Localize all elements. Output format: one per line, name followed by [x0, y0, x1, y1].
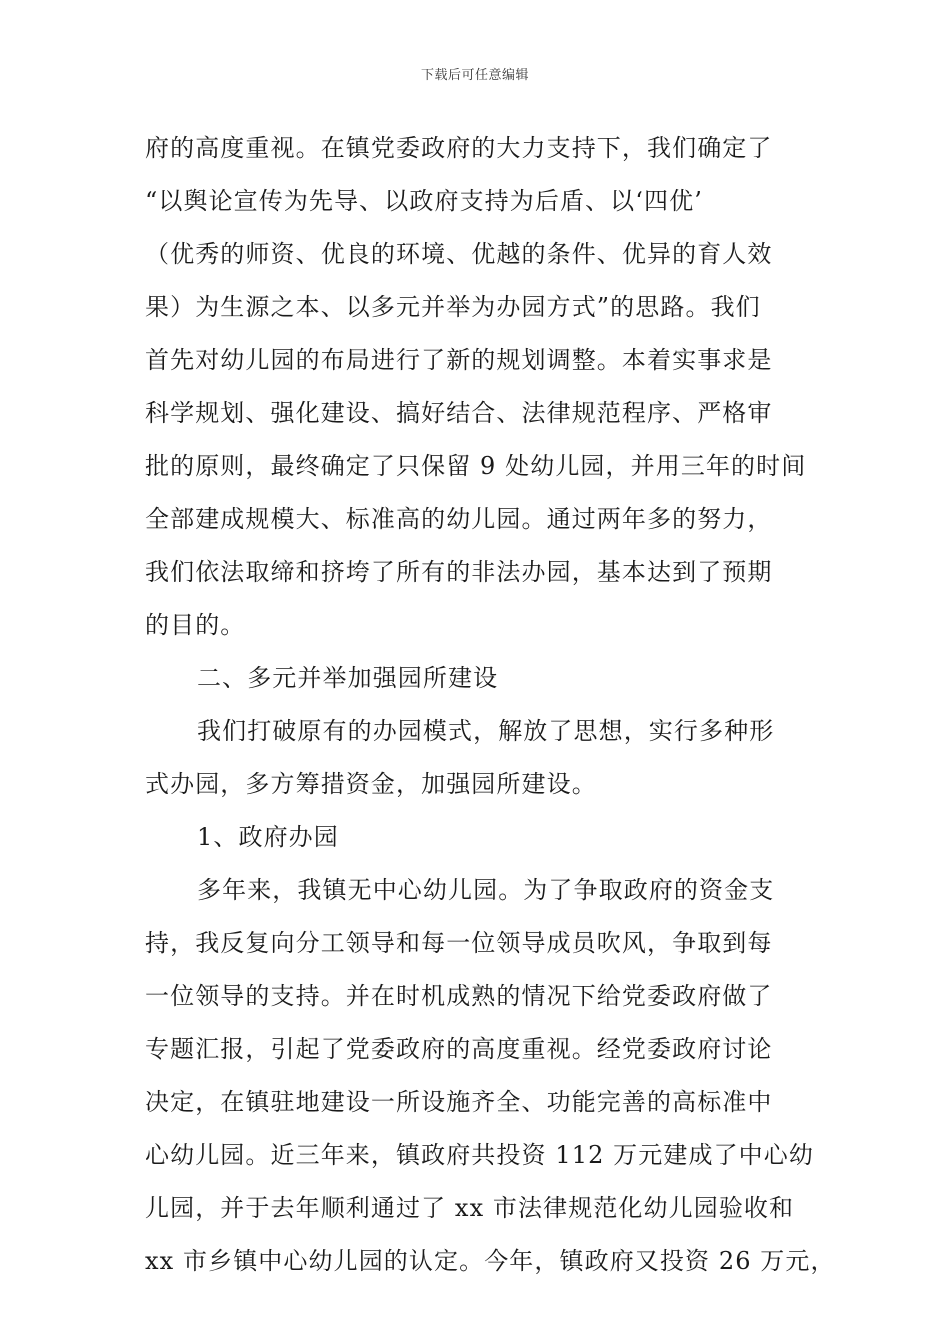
text-line: 式办园，多方筹措资金，加强园所建设。	[145, 770, 597, 798]
text-line: “以舆论宣传为先导、以政府支持为后盾、以‘四优’	[145, 187, 703, 215]
text-line: （优秀的师资、优良的环境、优越的条件、优异的育人效	[145, 240, 773, 268]
section-heading: 二、多元并举加强园所建设	[197, 664, 499, 692]
document-body	[145, 122, 836, 1288]
text-line: 持，我反复向分工领导和每一位领导成员吹风，争取到每	[145, 929, 773, 957]
text-line: 我们打破原有的办园模式，解放了思想，实行多种形	[197, 717, 775, 745]
header-note: 下载后可任意编辑	[420, 68, 529, 83]
subsection-heading: 1、政府办园	[197, 823, 339, 851]
text-line: 首先对幼儿园的布局进行了新的规划调整。本着实事求是	[145, 346, 773, 374]
text-line: 全部建成规模大、标准高的幼儿园。通过两年多的努力，	[145, 505, 773, 533]
text-line: 专题汇报，引起了党委政府的高度重视。经党委政府讨论	[145, 1035, 773, 1063]
text-line: 心幼儿园。近三年来，镇政府共投资 112 万元建成了中心幼	[145, 1141, 814, 1169]
text-line: 儿园，并于去年顺利通过了 xx 市法律规范化幼儿园验收和	[145, 1194, 795, 1222]
text-line: 科学规划、强化建设、搞好结合、法律规范程序、严格审	[145, 399, 773, 427]
text-line: xx 市乡镇中心幼儿园的认定。今年，镇政府又投资 26 万元，	[145, 1247, 836, 1275]
text-line: 的目的。	[145, 611, 246, 639]
text-line: 府的高度重视。在镇党委政府的大力支持下，我们确定了	[145, 134, 773, 162]
text-line: 决定，在镇驻地建设一所设施齐全、功能完善的高标准中	[145, 1088, 773, 1116]
text-line: 一位领导的支持。并在时机成熟的情况下给党委政府做了	[145, 982, 773, 1010]
text-line: 批的原则，最终确定了只保留 9 处幼儿园，并用三年的时间	[145, 452, 807, 480]
text-line: 果）为生源之本、以多元并举为办园方式”的思路。我们	[145, 293, 761, 321]
text-line: 多年来，我镇无中心幼儿园。为了争取政府的资金支	[197, 876, 775, 904]
text-line: 我们依法取缔和挤垮了所有的非法办园，基本达到了预期	[145, 558, 773, 586]
